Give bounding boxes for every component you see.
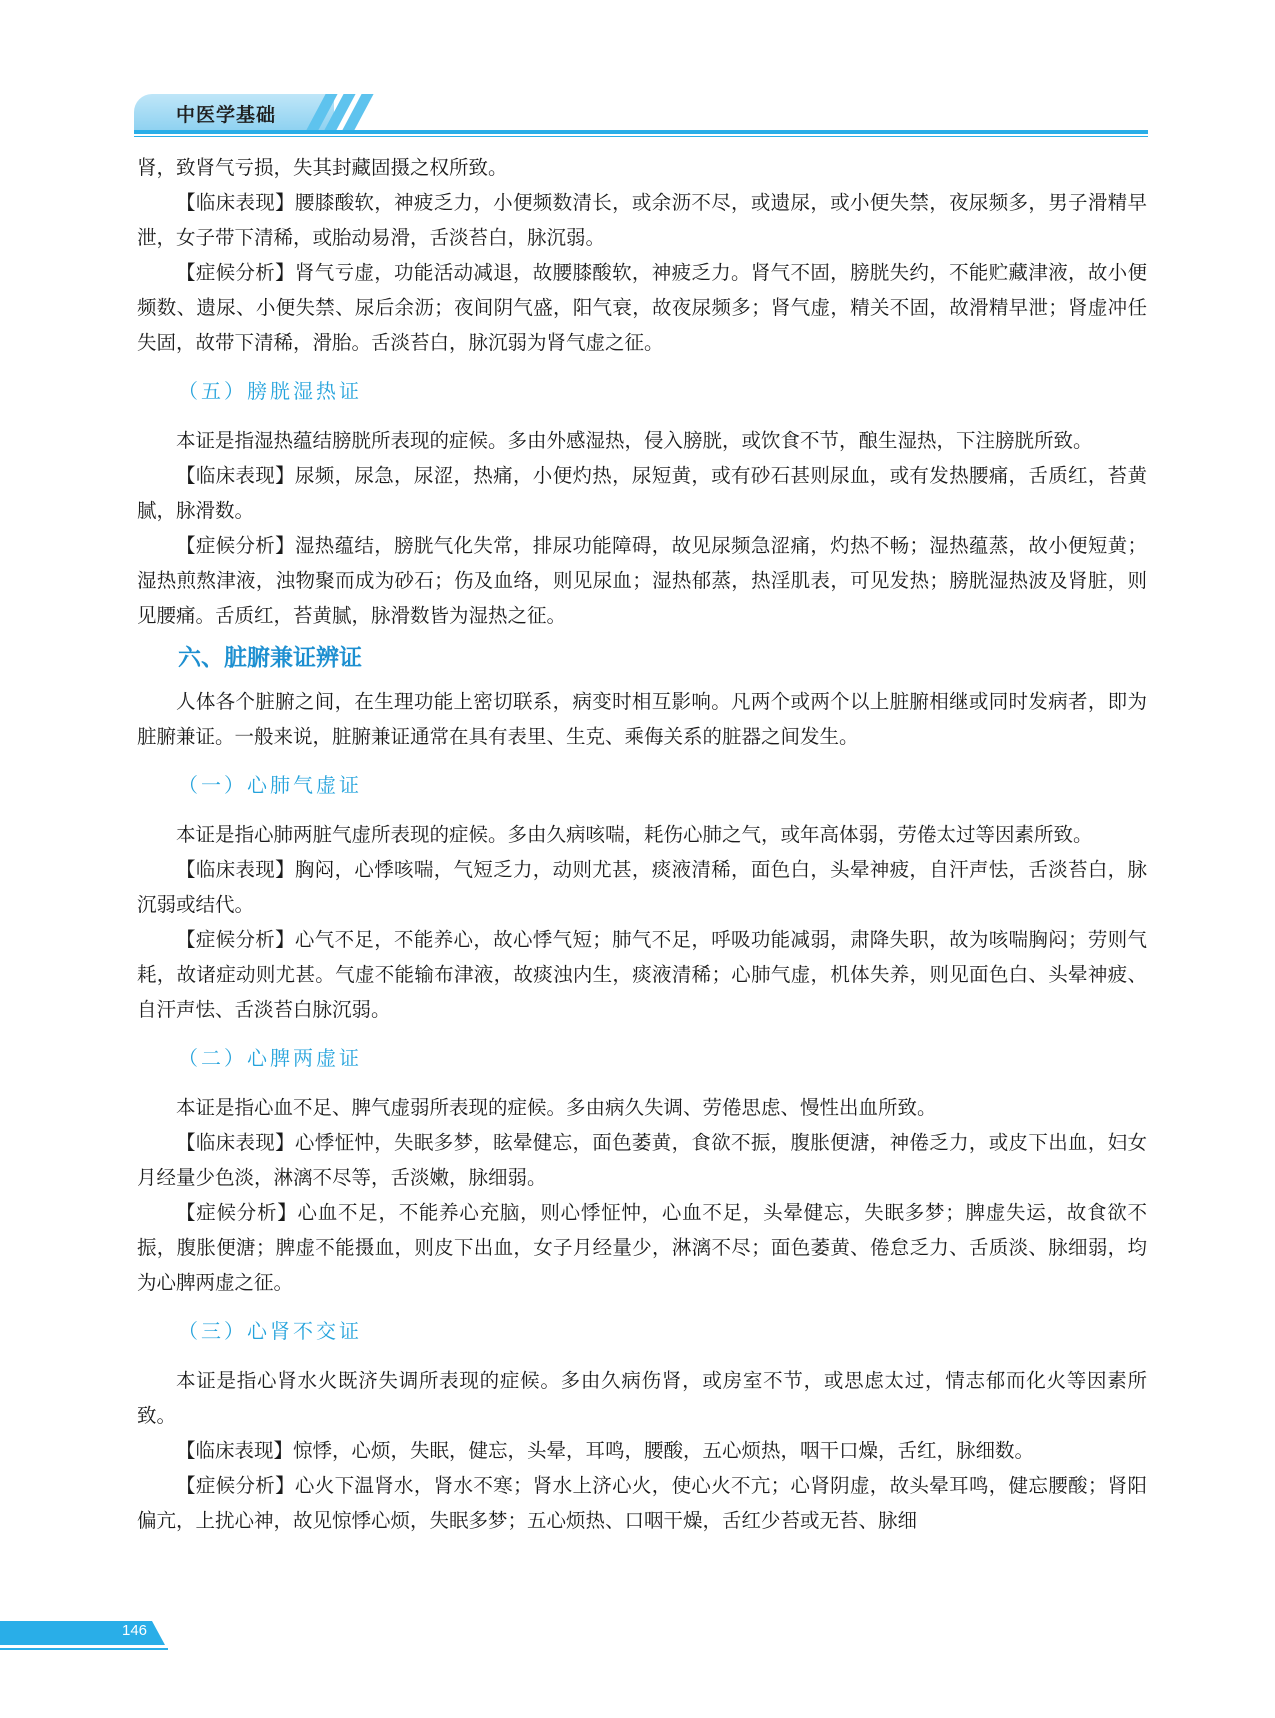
subsection-heading: （二）心脾两虚证 [178, 1046, 362, 1070]
subsection-heading: （五）膀胱湿热证 [178, 379, 362, 403]
paragraph: 【临床表现】心悸怔忡，失眠多梦，眩晕健忘，面色萎黄，食欲不振，腹胀便溏，神倦乏力，或皮下出血，妇女月经量少色淡，淋漓不尽等，舌淡嫩，脉细弱。 [137, 1131, 1147, 1189]
subsection-heading: （三）心肾不交证 [178, 1319, 362, 1343]
paragraph: 【症候分析】肾气亏虚，功能活动减退，故腰膝酸软，神疲乏力。肾气不固，膀胱失约，不能贮藏津液，故小便频数、遗尿、小便失禁、尿后余沥；夜间阴气盛，阳气衰，故夜尿频多；肾气虚，精关不固，故滑精早泄；肾虚冲任失固，故带下清稀，滑胎。舌淡苔白，脉沉弱为肾气虚之征。 [137, 261, 1147, 354]
page-header [134, 92, 1148, 136]
paragraph: 肾，致肾气亏损，失其封藏固摄之权所致。 [137, 156, 508, 179]
book-title: 中医学基础 [176, 104, 277, 126]
section-heading: 六、脏腑兼证辨证 [178, 645, 362, 671]
paragraph: 【临床表现】腰膝酸软，神疲乏力，小便频数清长，或余沥不尽，或遗尿，或小便失禁，夜尿频多，男子滑精早泄，女子带下清稀，或胎动易滑，舌淡苔白，脉沉弱。 [137, 191, 1147, 249]
paragraph: 【临床表现】惊悸，心烦，失眠，健忘，头晕，耳鸣，腰酸，五心烦热，咽干口燥，舌红，脉细数。 [176, 1439, 1035, 1462]
paragraph: 人体各个脏腑之间，在生理功能上密切联系，病变时相互影响。凡两个或两个以上脏腑相继或同时发病者，即为脏腑兼证。一般来说，脏腑兼证通常在具有表里、生克、乘侮关系的脏器之间发生。 [137, 690, 1147, 748]
header-rule-thin [134, 136, 1148, 137]
subsection-heading: （一）心肺气虚证 [178, 773, 362, 797]
page-number: 146 [122, 1622, 148, 1639]
paragraph: 本证是指湿热蕴结膀胱所表现的症候。多由外感湿热，侵入膀胱，或饮食不节，酿生湿热，下注膀胱所致。 [176, 429, 1093, 452]
paragraph: 【临床表现】胸闷，心悸咳喘，气短乏力，动则尤甚，痰液清稀，面色白，头晕神疲，自汗声怯，舌淡苔白，脉沉弱或结代。 [137, 858, 1147, 916]
paragraph: 本证是指心肺两脏气虚所表现的症候。多由久病咳喘，耗伤心肺之气，或年高体弱，劳倦太过等因素所致。 [176, 823, 1093, 846]
page-content [137, 150, 1147, 1538]
paragraph: 【症候分析】心血不足，不能养心充脑，则心悸怔忡，心血不足，头晕健忘，失眠多梦；脾虚失运，故食欲不振，腹胀便溏；脾虚不能摄血，则皮下出血，女子月经量少，淋漓不尽；面色萎黄、倦怠乏力、舌质淡、脉细弱，均为心脾两虚之征。 [137, 1201, 1147, 1294]
paragraph: 【临床表现】尿频，尿急，尿涩，热痛，小便灼热，尿短黄，或有砂石甚则尿血，或有发热腰痛，舌质红，苔黄腻，脉滑数。 [137, 464, 1147, 522]
footer-line [0, 1648, 168, 1650]
header-rule [134, 130, 1148, 134]
paragraph: 【症候分析】心火下温肾水，肾水不寒；肾水上济心火，使心火不亢；心肾阴虚，故头晕耳鸣，健忘腰酸；肾阳偏亢，上扰心神，故见惊悸心烦，失眠多梦；五心烦热、口咽干燥，舌红少苔或无苔、脉细 [137, 1474, 1147, 1532]
paragraph: 【症候分析】心气不足，不能养心，故心悸气短；肺气不足，呼吸功能减弱，肃降失职，故为咳喘胸闷；劳则气耗，故诸症动则尤甚。气虚不能输布津液，故痰浊内生，痰液清稀；心肺气虚，机体失养，则见面色白、头晕神疲、自汗声怯、舌淡苔白脉沉弱。 [137, 928, 1147, 1021]
paragraph: 本证是指心肾水火既济失调所表现的症候。多由久病伤肾，或房室不节，或思虑太过，情志郁而化火等因素所致。 [137, 1369, 1147, 1427]
paragraph: 【症候分析】湿热蕴结，膀胱气化失常，排尿功能障碍，故见尿频急涩痛，灼热不畅；湿热蕴蒸，故小便短黄；湿热煎熬津液，浊物聚而成为砂石；伤及血络，则见尿血；湿热郁蒸，热淫肌表，可见发热；膀胱湿热波及肾脏，则见腰痛。舌质红，苔黄腻，脉滑数皆为湿热之征。 [137, 534, 1147, 627]
paragraph: 本证是指心血不足、脾气虚弱所表现的症候。多由病久失调、劳倦思虑、慢性出血所致。 [176, 1096, 937, 1119]
